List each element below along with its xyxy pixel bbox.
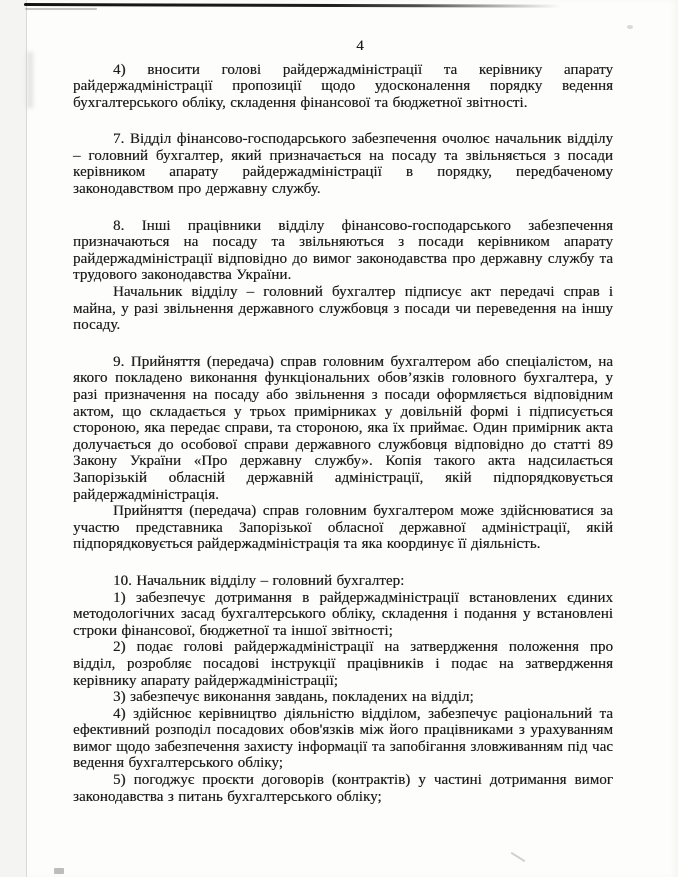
paragraph-point-10-subitem-5: 5) погоджує проєкти договорів (контрактів) у частині дотримання вимог законодавства з питань бухгалтерського обліку; [73, 772, 613, 805]
paragraph-point-9-continuation: Прийняття (передача) справ головним бухгалтером може здійснюватися за участю представника Запорізької обласної державної адміністрації, якій підпорядковується райдержадміністрація та яка координує її діяльність. [73, 503, 613, 553]
paragraph-point-7: 7. Відділ фінансово-господарського забезпечення очолює начальник відділу – головний бухгалтер, який призначається на посаду та звільняється з посади керівником апарату райдержадміністрації в порядку, передбаченому законодавством про державну службу. [73, 131, 613, 198]
paragraph-subitem-4: 4) вносити голові райдержадміністрації та керівнику апарату райдержадміністрації пропозиції щодо удосконалення порядку ведення бухгалтерського обліку, складення фінансової та бюджетної звітності. [73, 61, 613, 111]
paragraph-point-9: 9. Прийняття (передача) справ головним бухгалтером або спеціалістом, на якого покладено виконання функціональних обов’язків головного бухгалтера, у разі призначення на посаду або звільнення з посади оформляється відповідним актом, що складається у трьох примірниках у довільній формі і підписується стороною, яка передає справи, та стороною, яка їх приймає. Один примірник акта долучається до особової справи державного службовця відповідно до статті 89 Закону України «Про державну службу». Копія такого акта надсилається Запорізькій обласній державній адміністрації, якій підпорядковується райдержадміністрація. [73, 353, 613, 503]
scan-artifact-top-edge-line-secondary [25, 8, 97, 10]
document-page [27, 0, 678, 877]
scan-artifact-bottom-left-mark [54, 868, 64, 874]
paragraph-point-10-subitem-4: 4) здійснює керівництво діяльністю відділом, забезпечує раціональний та ефективний розподіл посадових обов'язків між його працівниками з урахуванням вимог щодо забезпечення захисту інформації та запобігання зловживанням під час ведення бухгалтерського обліку; [73, 705, 613, 772]
paragraph-point-10-heading: 10. Начальник відділу – головний бухгалтер: [113, 572, 405, 589]
paragraph-point-10-subitem-1: 1) забезпечує дотримання в райдержадміністрації встановлених єдиних методологічних засад бухгалтерського обліку, складення і подання у встановлені строки фінансової, бюджетної та іншої звітності; [73, 589, 613, 639]
page-content [73, 38, 613, 805]
paragraph-point-8-continuation: Начальник відділу – головний бухгалтер підписує акт передачі справ і майна, у разі звільнення державного службовця з посади чи переведення на іншу посаду. [73, 284, 613, 334]
page-number: 4 [356, 38, 364, 54]
paragraph-point-8: 8. Інші працівники відділу фінансово-господарського забезпечення призначаються на посаду та звільняються з посади керівником апарату райдержадміністрації відповідно до вимог законодавства про державну службу та трудового законодавства України. [73, 217, 613, 284]
scan-artifact-top-edge-line [24, 3, 572, 8]
scan-artifact-speck [627, 25, 633, 29]
paragraph-point-10-subitem-2: 2) подає голові райдержадміністрації на затвердження положення про відділ, розробляє посадові інструкції працівників і подає на затвердження керівнику апарату райдержадміністрації; [73, 639, 613, 689]
scan-artifact-left-smudge [27, 52, 33, 108]
scan-artifact-bottom-center-mark [511, 852, 526, 862]
paragraph-point-10-subitem-3: 3) забезпечує виконання завдань, покладених на відділ; [113, 689, 474, 706]
